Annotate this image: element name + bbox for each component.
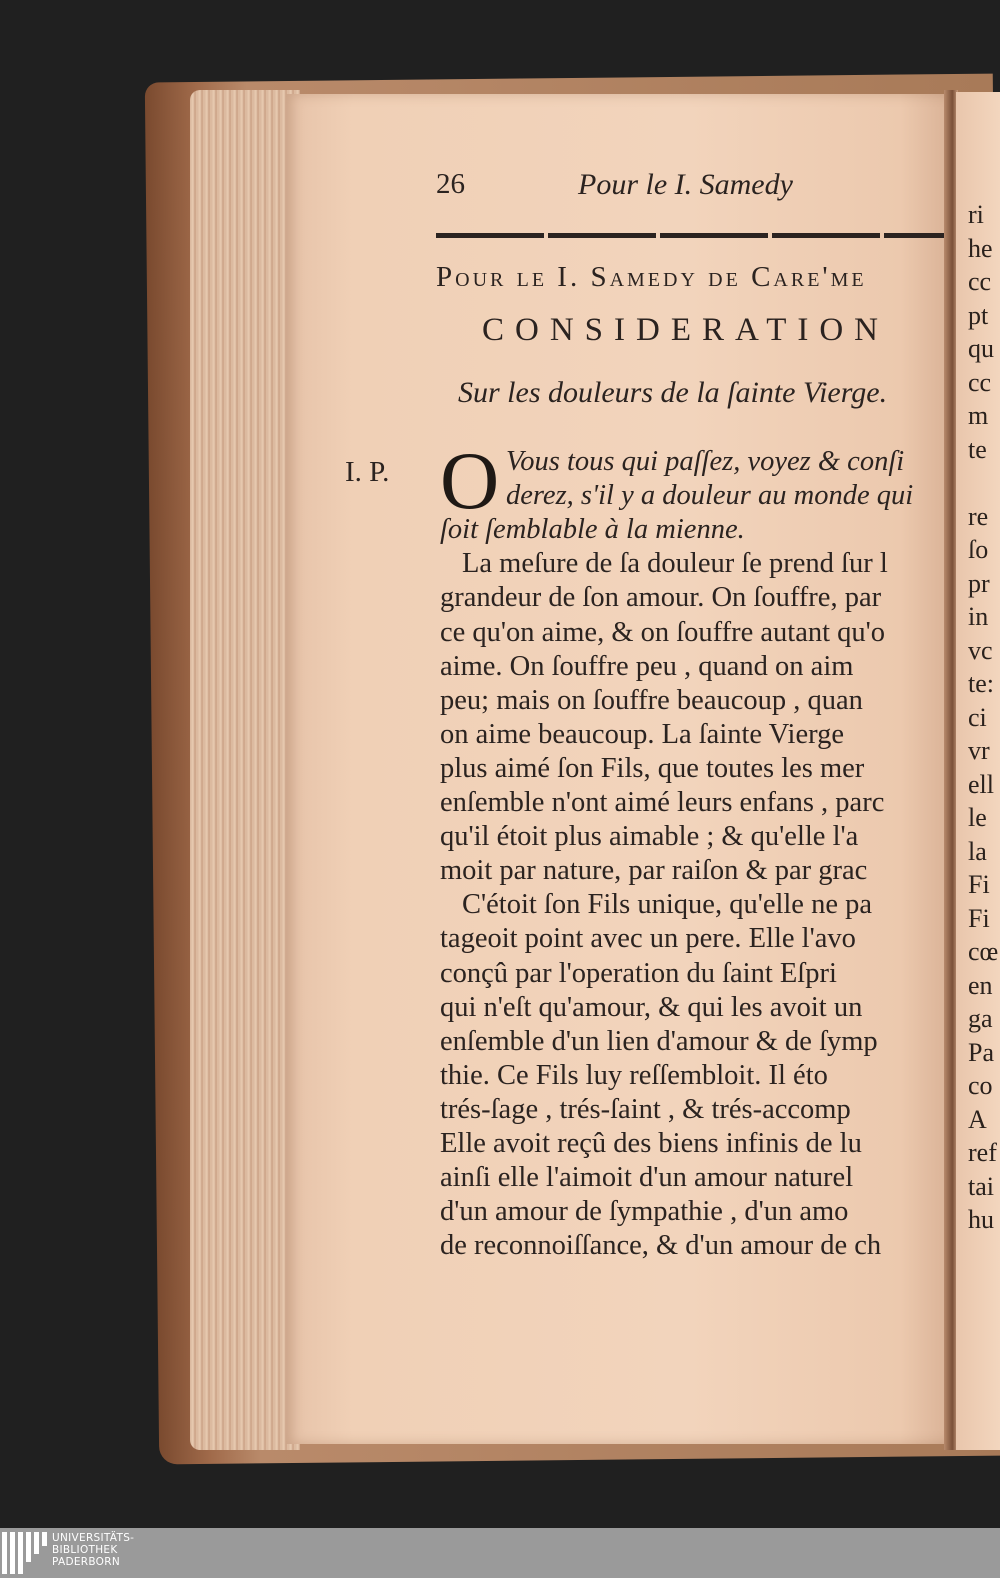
facing-page-fragment: tai: [968, 1171, 994, 1201]
facing-page-fragment: le: [968, 803, 987, 832]
facing-page-fragment: in: [968, 602, 989, 631]
library-logo-icon: [2, 1532, 46, 1574]
text-line: on aime beaucoup. La ſainte Vierge: [440, 718, 844, 750]
text-line: peu; mais on ſouffre beaucoup , quan: [440, 684, 863, 716]
facing-page-fragment: co: [968, 1071, 993, 1100]
chapter-heading: Pour le I. Samedy de Care'me: [436, 261, 867, 293]
text-line: Vous tous qui paſſez, voyez & conſi: [506, 446, 905, 477]
facing-page-fragment: m: [968, 401, 989, 430]
text-line: qu'il étoit plus aimable ; & qu'elle l'a: [440, 821, 859, 853]
library-name: [52, 1532, 134, 1568]
facing-page-fragment: re: [968, 501, 989, 531]
text-line: enſemble n'ont aimé leurs enfans , parc: [440, 787, 885, 818]
facing-page-fragment: en: [968, 970, 993, 1000]
text-line: plus aimé ſon Fils, que toutes les mer: [440, 752, 865, 784]
facing-page-fragment: qu: [968, 334, 994, 363]
facing-page-fragment: ſo: [968, 535, 989, 564]
running-title: Pour le I. Samedy: [578, 168, 793, 201]
section-title: CONSIDERATION: [482, 312, 889, 348]
facing-page-fragment: ga: [968, 1004, 993, 1033]
facing-page-fragment: la: [968, 836, 987, 866]
facing-page-fragment: Pa: [968, 1037, 994, 1067]
library-line-2: BIBLIOTHEK: [52, 1544, 118, 1556]
text-line: ce qu'on aime, & on ſouffre autant qu'o: [440, 616, 886, 648]
text-line: Elle avoit reçû des biens infinis de lu: [440, 1128, 862, 1159]
text-line: C'étoit ſon Fils unique, qu'elle ne pa: [462, 889, 873, 921]
text-line: La meſure de ſa douleur ſe prend ſur l: [462, 548, 888, 580]
facing-page-fragment: te:: [968, 669, 994, 698]
header-rule: [436, 233, 944, 238]
facing-page-fragment: cc: [968, 267, 992, 296]
facing-page-fragment: ell: [968, 769, 994, 799]
facing-page-fragment: ci: [968, 702, 987, 732]
drop-cap: O: [440, 435, 500, 526]
library-footer: [0, 1528, 1000, 1578]
text-line: trés-ſage , trés-ſaint , & trés-accomp: [440, 1093, 851, 1125]
facing-page-fragment: te: [968, 434, 987, 464]
text-line: de reconnoiſſance, & d'un amour de ch: [440, 1230, 882, 1262]
facing-page-fragment: ref: [968, 1138, 997, 1167]
facing-page-fragment: Fi: [968, 870, 990, 899]
facing-page-fragment: Fi: [968, 903, 990, 933]
facing-page-fragment: A: [968, 1104, 987, 1134]
library-line-3: PADERBORN: [52, 1556, 120, 1568]
section-subtitle: Sur les douleurs de la ſainte Vierge.: [458, 376, 888, 409]
facing-page-fragment: vc: [968, 635, 993, 665]
text-line: enſemble d'un lien d'amour & de ſymp: [440, 1025, 878, 1057]
margin-note: I. P.: [345, 456, 390, 488]
text-line: ſoit ſemblable à la mienne.: [440, 514, 745, 546]
text-line: conçû par l'operation du ſaint Eſpri: [440, 957, 837, 989]
text-line: grandeur de ſon amour. On ſouffre, par: [440, 582, 882, 614]
text-line: tageoit point avec un pere. Elle l'avo: [440, 923, 856, 955]
text-line: moit par nature, par raiſon & par grac: [440, 855, 868, 887]
text-line: aime. On ſouffre peu , quand on aim: [440, 650, 854, 682]
text-line: ainſi elle l'aimoit d'un amour naturel: [440, 1162, 854, 1194]
text-line: d'un amour de ſympathie , d'un amo: [440, 1196, 849, 1228]
library-line-1: UNIVERSITÄTS-: [52, 1532, 135, 1544]
page-edges: [190, 90, 300, 1450]
facing-page-fragment: cœ: [968, 937, 999, 966]
facing-page-fragment: ri: [968, 200, 984, 229]
text-line: thie. Ce Fils luy reſſembloit. Il éto: [440, 1059, 828, 1091]
text-line: qui n'eſt qu'amour, & qui les avoit un: [440, 991, 863, 1023]
facing-page-fragment: pr: [968, 568, 990, 598]
page-number: 26: [436, 168, 465, 200]
facing-page: [956, 92, 1000, 1450]
facing-page-fragment: hu: [968, 1205, 994, 1234]
facing-page-fragment: he: [968, 233, 993, 263]
text-line: derez, s'il y a douleur au monde qui: [506, 480, 914, 512]
facing-page-fragment: pt: [968, 300, 989, 330]
facing-page-fragment: cc: [968, 367, 992, 397]
running-head: [436, 168, 946, 208]
facing-page-fragment: vr: [968, 736, 990, 765]
